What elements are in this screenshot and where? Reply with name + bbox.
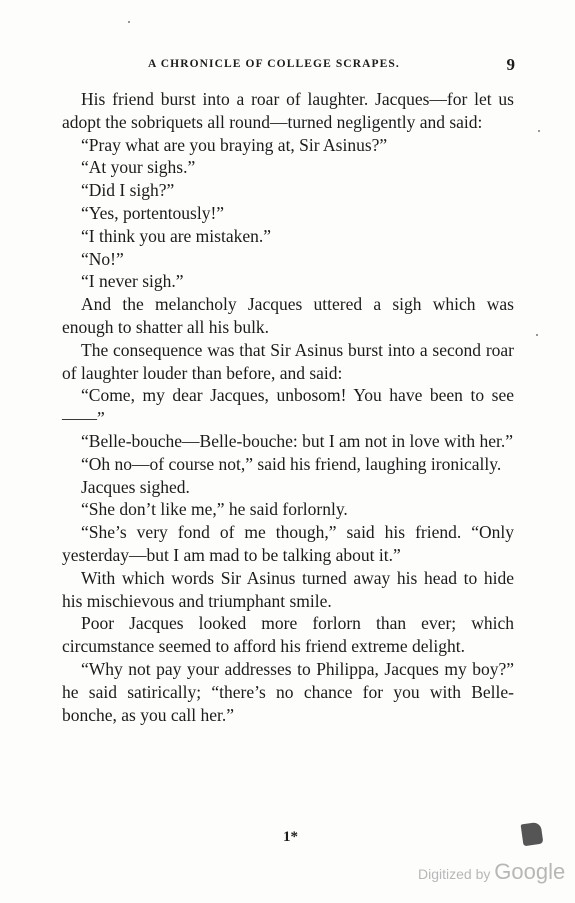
ink-blot [521, 822, 544, 847]
paragraph: His friend burst into a roar of laughter. Jacques—for let us adopt the sobriquets all round—turned negligently and said: [62, 89, 514, 132]
watermark-prefix: Digitized by [418, 866, 491, 882]
speck [128, 21, 130, 23]
speck [536, 334, 538, 336]
paragraph: “She’s very fond of me though,” said his friend. “Only yesterday—but I am mad to be talking about it.” [62, 522, 514, 565]
speck [538, 130, 540, 132]
paragraph: “Belle-bouche—Belle-bouche: but I am not in love with her.” [81, 430, 514, 451]
paragraph: Poor Jacques looked more forlorn than ever; which circumstance seemed to afford his friend extreme delight. [62, 613, 514, 657]
paragraph: “She don’t like me,” he said forlornly. [81, 499, 348, 520]
body-text [62, 88, 514, 726]
paragraph: With which words Sir Asinus turned away his head to hide his mischievous and triumphant smile. [62, 567, 514, 611]
paragraph: And the melancholy Jacques uttered a sigh which was enough to shatter all his bulk. [62, 294, 514, 337]
signature-mark: 1* [283, 829, 298, 845]
paragraph: The consequence was that Sir Asinus burst into a second roar of laughter louder than before, and said: [62, 339, 514, 383]
paragraph: “Did I sigh?” [81, 180, 175, 201]
paragraph: “Pray what are you braying at, Sir Asinus?” [81, 134, 388, 155]
paragraph: “I never sigh.” [81, 271, 184, 292]
paragraph: “Come, my dear Jacques, unbosom! You have been to see——” [62, 385, 514, 429]
running-title: A CHRONICLE OF COLLEGE SCRAPES. [148, 58, 400, 70]
paragraph: “I think you are mistaken.” [81, 225, 272, 246]
page-number: 9 [506, 55, 515, 74]
paragraph: Jacques sighed. [81, 476, 190, 497]
paragraph: “At your sighs.” [81, 157, 196, 178]
digitized-watermark [418, 859, 565, 885]
paragraph: “Oh no—of course not,” said his friend, laughing ironically. [81, 453, 502, 474]
paragraph: “No!” [81, 248, 124, 269]
page-header [60, 55, 515, 78]
paragraph: “Why not pay your addresses to Philippa, Jacques my boy?” he said satirically; “there’s no chance for you with Belle-bonche, as you call her.” [62, 658, 514, 725]
paragraph: “Yes, portentously!” [81, 202, 225, 223]
watermark-brand: Google [494, 859, 566, 884]
